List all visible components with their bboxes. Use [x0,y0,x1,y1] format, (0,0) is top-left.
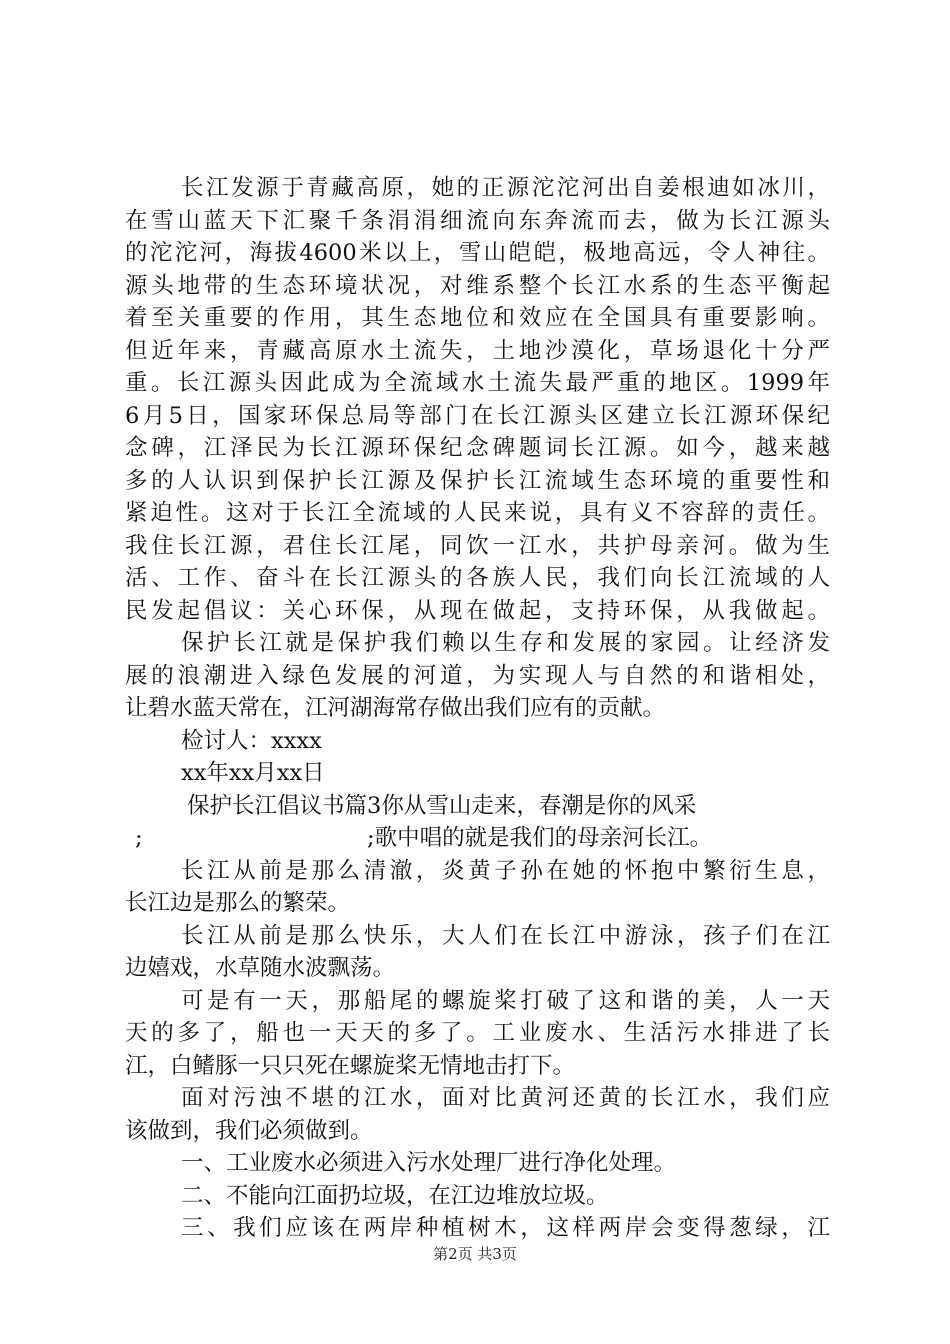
text-line: 天的多了，船也一天天的多了。工业废水、生活污水排进了长 [125,1020,830,1046]
text-line: 活、工作、奋斗在长江源头的各族人民，我们向长江流域的人 [125,565,830,591]
text-line: 重。长江源头因此成为全流域水土流失最严重的地区。1999年 [125,370,830,396]
text-line: 江，白鳍豚一只只死在螺旋桨无情地击打下。 [125,1052,576,1079]
text-line: 长江发源于青藏高原，她的正源沱沱河出自姜根迪如冰川， [181,175,830,201]
text-line: 保护长江倡议书篇3你从雪山走来，春潮是你的风采 [187,792,697,819]
text-line: 该做到，我们必须做到。 [125,1117,373,1144]
text-line: 多的人认识到保护长江源及保护长江流域生态环境的重要性和 [125,467,830,494]
text-line: 民发起倡议：关心环保，从现在做起，支持环保，从我做起。 [125,597,830,624]
text-line: 边嬉戏，水草随水波飘荡。 [125,955,396,981]
text-line: 展的浪潮进入绿色发展的河道，为实现人与自然的和谐相处， [125,662,830,689]
text-line: 保护长江就是保护我们赖以生存和发展的家园。让经济发 [181,630,830,656]
text-line: 面对污浊不堪的江水，面对比黄河还黄的长江水，我们应 [181,1085,830,1111]
text-line: 长江边是那么的繁荣。 [125,890,351,916]
text-line: 紧迫性。这对于长江全流域的人民来说，具有义不容辞的责任。 [125,500,830,526]
text-line: 可是有一天，那船尾的螺旋桨打破了这和谐的美，人一天 [181,987,830,1014]
text-line: xx年xx月xx日 [181,760,325,786]
page-footer: 第2页 共3页 [433,1245,517,1263]
text-line: 让碧水蓝天常在，江河湖海常存做出我们应有的贡献。 [125,695,666,721]
semicolon-right: ;歌中唱的就是我们的母亲河长江。 [367,825,713,851]
text-line: 但近年来，青藏高原水土流失，土地沙漠化，草场退化十分严 [125,337,830,364]
text-line: 长江从前是那么清澈，炎黄子孙在她的怀抱中繁衍生息， [181,857,830,884]
paragraph-block-1 [125,172,830,822]
text-line: 我住长江源，君住长江尾，同饮一江水，共护母亲河。做为生 [125,532,830,559]
text-line: 念碑，江泽民为长江源环保纪念碑题词长江源。如今，越来越 [125,435,830,461]
semicolon-line [125,822,830,855]
text-line: 6月5日，国家环保总局等部门在长江源头区建立长江源环保纪 [125,402,830,429]
text-line: 检讨人：xxxx [181,727,322,754]
text-line: 长江从前是那么快乐，大人们在长江中游泳，孩子们在江 [181,922,830,949]
paragraph-block-2 [125,855,830,1245]
text-line: 二、不能向江面扔垃圾，在江边堆放垃圾。 [181,1182,609,1209]
semicolon-left: ; [135,825,143,851]
text-line: 着至关重要的作用，其生态地位和效应在全国具有重要影响。 [125,305,830,331]
text-line: 源头地带的生态环境状况，对维系整个长江水系的生态平衡起 [125,272,830,299]
text-line: 在雪山蓝天下汇聚千条涓涓细流向东奔流而去，做为长江源头 [125,207,830,234]
text-line: 三、我们应该在两岸种植树木，这样两岸会变得葱绿，江 [181,1215,830,1241]
text-line: 一、工业废水必须进入污水处理厂进行净化处理。 [181,1150,677,1176]
text-line: 的沱沱河，海拔4600米以上，雪山皑皑，极地高远，令人神往。 [125,240,830,266]
document-body [125,172,830,1245]
